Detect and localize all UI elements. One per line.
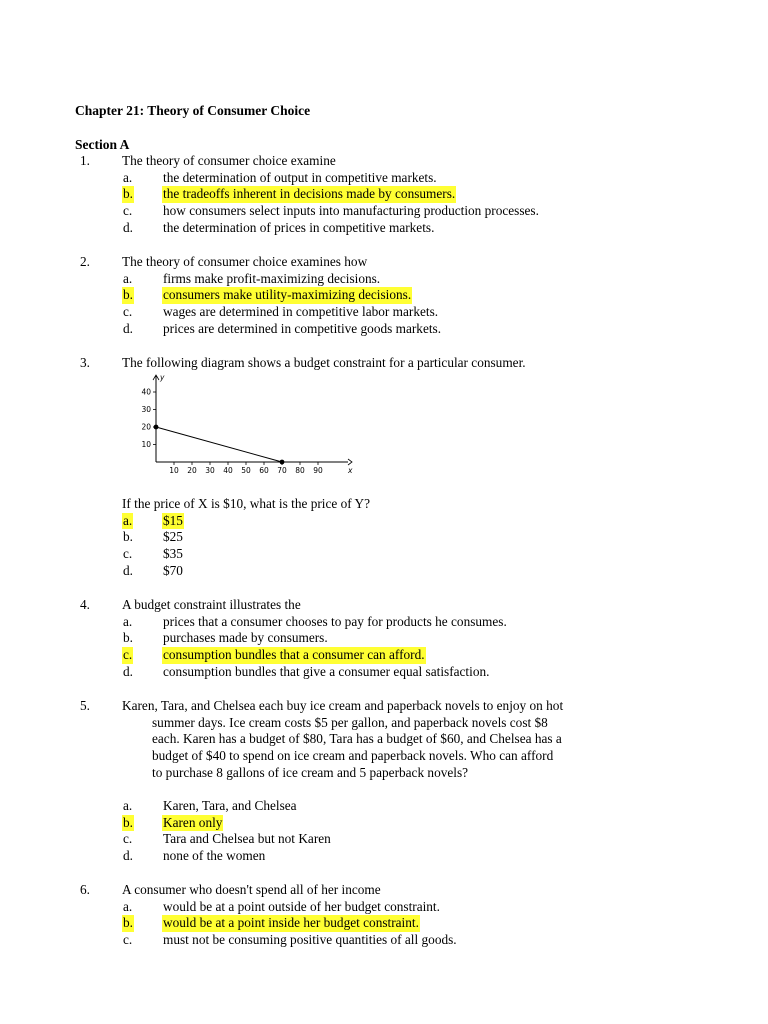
option-row (0, 563, 768, 580)
option-row (0, 798, 768, 815)
y-axis-label: y (160, 373, 165, 382)
option-row (0, 203, 768, 220)
question-stem-line: budget of $40 to spend on ice cream and paperback novels. Who can afford (152, 748, 554, 764)
section-heading: Section A (75, 137, 130, 152)
option-text: $35 (163, 546, 183, 562)
option-text: purchases made by consumers. (163, 630, 328, 646)
option-text: Tara and Chelsea but not Karen (163, 831, 331, 847)
question-stem: A consumer who doesn't spend all of her income (122, 882, 381, 897)
option-row (0, 899, 768, 916)
option-text: $15 (163, 512, 183, 528)
question-number: 3. (80, 355, 90, 370)
x-tick-label: 60 (259, 466, 269, 475)
option-letter: b. (123, 630, 133, 646)
option-row (0, 529, 768, 546)
option-text: $70 (163, 562, 183, 578)
x-tick-label: 90 (313, 466, 323, 475)
question-stem-line: to purchase 8 gallons of ice cream and 5 paperback novels? (152, 764, 469, 780)
option-letter: d. (123, 219, 133, 235)
question-2 (0, 254, 768, 337)
question-followup: If the price of X is $10, what is the price of Y? (122, 496, 371, 511)
option-row (0, 513, 768, 530)
option-letter: d. (123, 320, 133, 336)
option-letter: b. (123, 915, 133, 931)
option-row (0, 271, 768, 288)
option-row (0, 815, 768, 832)
y-tick-label: 30 (141, 405, 151, 414)
x-tick-label: 40 (223, 466, 233, 475)
x-tick-label: 70 (277, 466, 287, 475)
page-title: Chapter 21: Theory of Consumer Choice (75, 103, 311, 118)
question-5-options (0, 798, 768, 865)
option-row (0, 186, 768, 203)
option-text: the determination of output in competitive markets. (163, 169, 437, 185)
option-row (0, 170, 768, 187)
option-row (0, 304, 768, 321)
option-text: the determination of prices in competitive markets. (163, 219, 435, 235)
option-row (0, 220, 768, 237)
y-tick-label: 20 (141, 422, 151, 432)
question-stem: The theory of consumer choice examines how (122, 254, 368, 269)
question-stem: The theory of consumer choice examine (122, 153, 336, 168)
budget-line (156, 427, 282, 462)
option-text: firms make profit-maximizing decisions. (163, 270, 381, 286)
option-row (0, 321, 768, 338)
option-row (0, 287, 768, 304)
question-stem: The following diagram shows a budget constraint for a particular consumer. (122, 355, 526, 370)
x-axis-arrow (348, 459, 352, 465)
option-row (0, 664, 768, 681)
option-row (0, 932, 768, 949)
option-text: wages are determined in competitive labor markets. (163, 304, 439, 320)
question-3 (0, 355, 768, 372)
option-text: prices are determined in competitive goods markets. (163, 320, 442, 336)
question-stem-line: summer days. Ice cream costs $5 per gallon, and paperback novels cost $8 (152, 714, 548, 730)
option-letter: a. (123, 613, 133, 629)
option-text: would be at a point outside of her budget constraint. (163, 898, 440, 914)
x-tick-label: 10 (169, 466, 179, 475)
option-text: must not be consuming positive quantities of all goods. (163, 932, 457, 948)
question-3-followup (0, 496, 768, 579)
option-letter: b. (123, 814, 133, 830)
option-text: Karen, Tara, and Chelsea (163, 798, 297, 813)
option-text: consumption bundles that a consumer can afford. (163, 647, 425, 663)
y-tick-label: 10 (141, 440, 151, 449)
question-1 (0, 153, 768, 236)
budget-point (154, 425, 159, 430)
option-row (0, 848, 768, 865)
option-letter: d. (123, 562, 133, 578)
option-letter: c. (123, 831, 133, 847)
question-number: 2. (80, 254, 90, 269)
option-text: $25 (163, 529, 183, 545)
option-letter: c. (123, 546, 133, 562)
question-number: 6. (80, 882, 90, 897)
question-number: 4. (80, 597, 90, 612)
question-5 (0, 698, 768, 781)
option-row (0, 831, 768, 848)
option-row (0, 647, 768, 664)
option-row (0, 614, 768, 631)
option-text: would be at a point inside her budget constraint. (163, 915, 419, 931)
question-6 (0, 882, 768, 949)
option-text: the tradeoffs inherent in decisions made by consumers. (163, 186, 456, 202)
option-row (0, 915, 768, 932)
option-letter: a. (123, 512, 133, 528)
option-text: none of the women (163, 848, 266, 864)
option-letter: a. (123, 270, 133, 286)
budget-point (280, 460, 285, 465)
x-tick-label: 30 (205, 466, 215, 475)
option-letter: d. (123, 848, 133, 864)
x-tick-label: 20 (187, 466, 197, 475)
option-row (0, 546, 768, 563)
option-letter: b. (123, 186, 133, 202)
option-letter: c. (123, 932, 133, 948)
option-letter: b. (123, 529, 133, 545)
option-letter: c. (123, 203, 133, 219)
y-tick-label: 40 (141, 387, 151, 397)
option-letter: d. (123, 663, 133, 679)
option-letter: a. (123, 169, 133, 185)
question-stem: A budget constraint illustrates the (122, 597, 301, 612)
question-number: 1. (80, 153, 90, 168)
option-letter: a. (123, 898, 133, 914)
question-stem-line: each. Karen has a budget of $80, Tara has a budget of $60, and Chelsea has a (152, 731, 562, 747)
question-stem: Karen, Tara, and Chelsea each buy ice cream and paperback novels to enjoy on hot (122, 698, 564, 713)
x-tick-label: 80 (295, 466, 305, 475)
option-letter: c. (123, 647, 133, 663)
budget-constraint-chart (134, 372, 364, 480)
option-text: prices that a consumer chooses to pay for products he consumes. (163, 613, 507, 629)
option-text: consumers make utility-maximizing decisions. (163, 287, 412, 303)
option-letter: a. (123, 798, 133, 813)
x-tick-label: 50 (241, 466, 251, 475)
option-text: consumption bundles that give a consumer equal satisfaction. (163, 663, 490, 679)
option-letter: b. (123, 287, 133, 303)
question-4 (0, 597, 768, 680)
x-axis-label: x (348, 466, 353, 475)
option-letter: c. (123, 304, 133, 320)
option-text: Karen only (163, 814, 223, 830)
question-number: 5. (80, 698, 90, 713)
option-row (0, 630, 768, 647)
option-text: how consumers select inputs into manufacturing production processes. (163, 203, 539, 219)
